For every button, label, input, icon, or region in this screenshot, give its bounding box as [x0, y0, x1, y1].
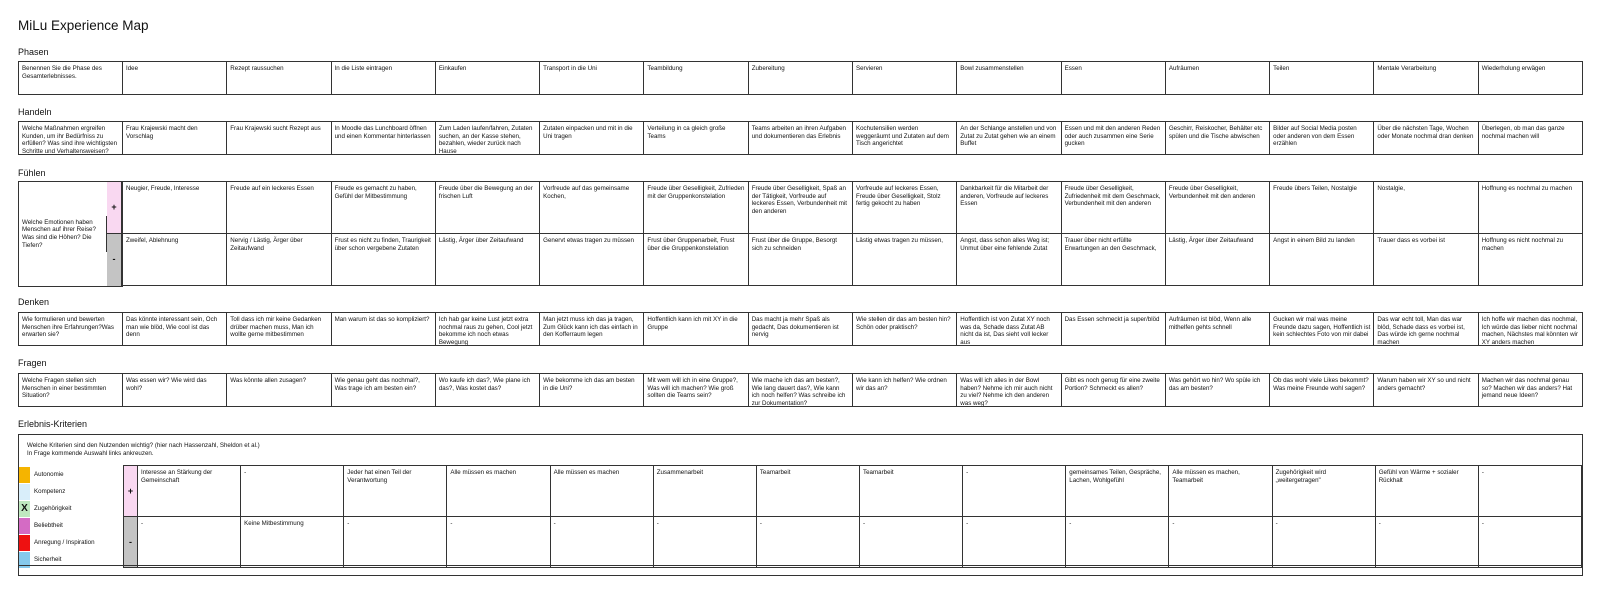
kriterien-minus-cell: - [1479, 517, 1582, 568]
fuehlen-minus-cell: Trauer dass es vorbei ist [1374, 234, 1478, 286]
denken-cell: Wie stellen dir das am besten hin? Schön oder praktisch? [853, 313, 957, 346]
denken-cell: Ich hab gar keine Lust jetzt extra nochmal raus zu gehen, Cool jetzt bekomme ich noch etwas Bewegung [436, 313, 540, 346]
fuehlen-minus-cell: Angst, dass schon alles Weg ist; Unmut über eine fehlende Zutat [957, 234, 1061, 286]
kriterien-minus-cell: - [654, 517, 757, 568]
denken-cell: Man warum ist das so kompliziert? [332, 313, 436, 346]
handeln-cell: Geschirr, Reiskocher, Behälter etc spülen und die Tische abwischen [1166, 122, 1270, 155]
table-denken [18, 312, 1583, 346]
handeln-question: Welche Maßnahmen ergreifen Kunden, um ihr Bedürfniss zu erfüllen? Was sind ihre wichtigsten Schritte und Verhaltensweisen? [19, 122, 123, 155]
legend-checkbox[interactable] [19, 467, 30, 483]
kriterien-minus-cell: - [963, 517, 1066, 568]
table-phasen [18, 61, 1583, 95]
fuehlen-minus-cell: Lästig, Ärger über Zeitaufwand [436, 234, 540, 286]
fragen-cell: Was gehört wo hin? Wo spüle ich das am besten? [1166, 374, 1270, 407]
minus-sign: - [123, 517, 138, 568]
fragen-cell: Wie bekomme ich das am besten in die Uni? [540, 374, 644, 407]
fuehlen-plus-cell: Freude es gemacht zu haben, Gefühl der Mitbestimmung [332, 182, 436, 234]
kriterien-plus-cell: Alle müssen es machen, Teamarbeit [1169, 466, 1272, 517]
kriterien-plus-row [138, 466, 1582, 517]
handeln-cell: Bilder auf Social Media posten oder anderen von dem Essen erzählen [1270, 122, 1374, 155]
handeln-cell: Überlegen, ob man das ganze nochmal machen will [1479, 122, 1583, 155]
plus-sign: + [107, 182, 122, 234]
kriterien-minus-cell: - [860, 517, 963, 568]
kriterien-minus-cell: - [447, 517, 550, 568]
kriterien-minus-cell: - [551, 517, 654, 568]
fuehlen-minus-cell: Trauer über nicht erfüllte Erwartungen an den Geschmack, [1062, 234, 1166, 286]
kriterien-plus-cell: Interesse an Stärkung der Gemeinschaft [138, 466, 241, 517]
fragen-question: Welche Fragen stellen sich Menschen in einer bestimmten Situation? [19, 374, 123, 407]
phasen-cell: Transport in die Uni [540, 62, 644, 95]
fuehlen-minus-cell: Nervig / Lästig, Ärger über Zeitaufwand [227, 234, 331, 286]
section-heading-kriterien: Erlebnis-Kriterien [18, 419, 88, 429]
fragen-cell: Gibt es noch genug für eine zweite Portion? Schmeckt es allen? [1062, 374, 1166, 407]
kriterien-grid [123, 465, 1582, 568]
fuehlen-plus-cell: Hoffnung es nochmal zu machen [1479, 182, 1583, 234]
handeln-cell: Teams arbeiten an ihren Aufgaben und dokumentieren das Erlebnis [749, 122, 853, 155]
fuehlen-minus-cell: Angst in einem Bild zu landen [1270, 234, 1374, 286]
phasen-cell: Zubereitung [749, 62, 853, 95]
fuehlen-minus-cell: Frust über Gruppenarbeit, Frust über die Gruppenkonstelation [644, 234, 748, 286]
phasen-cell: Aufräumen [1166, 62, 1270, 95]
handeln-cell: Frau Krajewski macht den Vorschlag [123, 122, 227, 155]
fragen-cell: Wie genau geht das nochmal?, Was trage ich am besten ein? [332, 374, 436, 407]
denken-cell: Das könnte interessant sein, Och man wie blöd, Wie cool ist das denn [123, 313, 227, 346]
denken-question: Wie formulieren und bewerten Menschen ihre Erfahrungen?Was erwarten sie? [19, 313, 123, 346]
handeln-cell: Frau Krajewski sucht Rezept aus [227, 122, 331, 155]
fuehlen-plus-cell: Vorfreude auf leckeres Essen, Freude über Geselligkeit, Stolz fertig gekocht zu haben [853, 182, 957, 234]
fuehlen-plus-cell: Dankbarkeit für die Mitarbeit der anderen, Vorfreude auf leckeres Essen [957, 182, 1061, 234]
fragen-cell: Was könnte allen zusagen? [227, 374, 331, 407]
kriterien-box [18, 434, 1583, 576]
kriterien-footer [19, 565, 1582, 575]
fragen-cell: Mit wem will ich in eine Gruppe?, Was will ich machen? Wie groß sollten die Teams sein? [644, 374, 748, 407]
fuehlen-plus-cell: Nostalgie, [1374, 182, 1478, 234]
fragen-cell: Was essen wir? Wie wird das wohl? [123, 374, 227, 407]
fuehlen-plus-cell: Neugier, Freude, Interesse [123, 182, 227, 234]
fuehlen-question: Welche Emotionen haben Menschen auf ihrer Reise? Was sind die Höhen? Die Tiefen? [19, 216, 107, 252]
minus-sign: - [107, 234, 122, 286]
section-heading-denken: Denken [18, 297, 50, 307]
legend-label: Beliebtheit [34, 522, 63, 529]
handeln-cell: Kochutensilien werden weggeräumt und Zutaten auf dem Tisch angerichtet [853, 122, 957, 155]
kriterien-plus-cell: Jeder hat einen Teil der Verantwortung [344, 466, 447, 517]
handeln-cell: Essen und mit den anderen Reden oder auch zusammen eine Serie gucken [1062, 122, 1166, 155]
kriterien-intro [27, 442, 260, 457]
section-heading-handeln: Handeln [18, 107, 52, 117]
denken-cell: Das war echt toll, Man das war blöd, Schade dass es vorbei ist, Das würde ich gerne nochmal machen [1374, 313, 1478, 346]
kriterien-minus-cell: - [757, 517, 860, 568]
legend-item [19, 483, 123, 500]
table-fuehlen [18, 181, 1583, 287]
fuehlen-plus-cell: Freude über die Bewegung an der frischen Luft [436, 182, 540, 234]
kriterien-plus-cell: Alle müssen es machen [551, 466, 654, 517]
denken-cell: Gucken wir mal was meine Freunde dazu sagen, Hoffentlich ist kein schlechtes Foto von mir dabei [1270, 313, 1374, 346]
fragen-cell: Machen wir das nochmal genau so? Machen wir das anders? Hat jemand neue Ideen? [1479, 374, 1583, 407]
kriterien-plus-cell: Teamarbeit [757, 466, 860, 517]
kriterien-minus-cell: - [1273, 517, 1376, 568]
denken-cell: Ich hoffe wir machen das nochmal, Ich würde das lieber nicht nochmal machen, Nächstes mal könnten wir XY anders machen [1479, 313, 1583, 346]
table-fragen [18, 373, 1583, 407]
phasen-cell: Essen [1062, 62, 1166, 95]
fuehlen-plus-cell: Freude über Geselligkeit, Zufrieden mit der Gruppenkonstelation [644, 182, 748, 234]
fuehlen-minus-row [123, 234, 1583, 286]
phasen-cell: Wiederholung erwägen [1479, 62, 1583, 95]
denken-cell: Das macht ja mehr Spaß als gedacht, Das dokumentieren ist nervig [749, 313, 853, 346]
kriterien-intro-line2: In Frage kommende Auswahl links ankreuzen. [27, 449, 154, 457]
legend-checkbox[interactable] [19, 518, 30, 534]
phasen-cell: Servieren [853, 62, 957, 95]
legend-label: Anregung / Inspiration [34, 539, 95, 546]
legend-label: Autonomie [34, 471, 64, 478]
table-handeln [18, 121, 1583, 155]
kriterien-minus-cell: Keine Mitbestimmung [241, 517, 344, 568]
phasen-cell: Teilen [1270, 62, 1374, 95]
phasen-cell: In die Liste eintragen [332, 62, 436, 95]
fuehlen-minus-cell: Zweifel, Ablehnung [123, 234, 227, 286]
fuehlen-plus-cell: Vorfreude auf das gemeinsame Kochen, [540, 182, 644, 234]
fuehlen-plus-cell: Freude übers Teilen, Nostalgie [1270, 182, 1374, 234]
fragen-cell: Ob das wohl viele Likes bekommt? Was meine Freunde wohl sagen? [1270, 374, 1374, 407]
legend-item [19, 517, 123, 534]
fuehlen-plus-cell: Freude auf ein leckeres Essen [227, 182, 331, 234]
kriterien-minus-cell: - [1066, 517, 1169, 568]
phasen-cell: Idee [123, 62, 227, 95]
legend-item [19, 534, 123, 551]
fuehlen-minus-cell: Lästig etwas tragen zu müssen, [853, 234, 957, 286]
legend-checkbox[interactable] [19, 484, 30, 500]
denken-cell: Toll dass ich mir keine Gedanken drüber machen muss, Man ich wollte gerne mitbestimmen [227, 313, 331, 346]
phasen-cell: Teambildung [644, 62, 748, 95]
handeln-cell: An der Schlange anstellen und von Zutat zu Zutat gehen wie an einem Buffet [957, 122, 1061, 155]
legend-label: Kompetenz [34, 488, 66, 495]
phasen-question: Benennen Sie die Phase des Gesamterlebnisses. [19, 62, 123, 95]
denken-cell: Hoffentlich kann ich mit XY in die Gruppe [644, 313, 748, 346]
kriterien-plus-cell: gemeinsames Teilen, Gespräche, Lachen, Wohlgefühl [1066, 466, 1169, 517]
fuehlen-minus-cell: Frust es nicht zu finden, Traurigkeit über schon vergebene Zutaten [332, 234, 436, 286]
kriterien-minus-cell: - [138, 517, 241, 568]
handeln-cell: Verteilung in ca gleich große Teams [644, 122, 748, 155]
kriterien-minus-cell: - [344, 517, 447, 568]
kriterien-plus-cell: - [241, 466, 344, 517]
section-heading-fuehlen: Fühlen [18, 168, 46, 178]
legend-label: Sicherheit [34, 556, 62, 563]
phasen-cell: Einkaufen [436, 62, 540, 95]
fuehlen-minus-cell: Lästig, Ärger über Zeitaufwand [1166, 234, 1270, 286]
phasen-cell: Rezept raussuchen [227, 62, 331, 95]
kriterien-minus-cell: - [1169, 517, 1272, 568]
legend-item [19, 500, 123, 517]
kriterien-plus-cell: Zugehörigkeit wird „weitergetragen" [1273, 466, 1376, 517]
kriterien-plus-cell: - [1479, 466, 1582, 517]
fuehlen-minus-cell: Hoffnung es nicht nochmal zu machen [1479, 234, 1583, 286]
plus-sign: + [123, 466, 138, 517]
legend-item [19, 466, 123, 483]
kriterien-minus-cell: - [1376, 517, 1479, 568]
denken-cell: Aufräumen ist blöd, Wenn alle mithelfen gehts schnell [1166, 313, 1270, 346]
phasen-cell: Mentale Verarbeitung [1374, 62, 1478, 95]
legend-checkbox[interactable]: X [19, 501, 30, 517]
fuehlen-minus-cell: Genervt etwas tragen zu müssen [540, 234, 644, 286]
kriterien-plus-cell: Teamarbeit [860, 466, 963, 517]
fragen-cell: Wo kaufe ich das?, Wie plane ich das?, Was kostet das? [436, 374, 540, 407]
fuehlen-minus-cell: Frust über die Gruppe, Besorgt sich zu schneiden [749, 234, 853, 286]
kriterien-plus-cell: Gefühl von Wärme + sozialer Rückhalt [1376, 466, 1479, 517]
kriterien-plus-cell: Zusammenarbeit [654, 466, 757, 517]
legend-label: Zugehörigkeit [34, 505, 72, 512]
denken-cell: Das Essen schmeckt ja super/blöd [1062, 313, 1166, 346]
fuehlen-plus-cell: Freude über Geselligkeit, Verbundenheit mit den anderen [1166, 182, 1270, 234]
handeln-cell: In Moodle das Lunchboard öffnen und einen Kommentar hinterlassen [332, 122, 436, 155]
denken-cell: Man jetzt muss ich das ja tragen, Zum Glück kann ich das einfach in den Kofferraum legen [540, 313, 644, 346]
kriterien-intro-line1: Welche Kriterien sind den Nutzenden wichtig? (hier nach Hassenzahl, Sheldon et al.) [27, 442, 260, 449]
kriterien-plus-cell: Alle müssen es machen [447, 466, 550, 517]
kriterien-minus-row [138, 517, 1582, 568]
section-heading-fragen: Fragen [18, 358, 47, 368]
handeln-cell: Zum Laden laufen/fahren, Zutaten suchen, an der Kasse stehen, bezahlen, wieder zurück nach Hause [436, 122, 540, 155]
fragen-cell: Wie mache ich das am besten?, Wie lang dauert das?, Wie kann ich noch helfen? Was schreibe ich zur Dokumentation? [749, 374, 853, 407]
fragen-cell: Warum haben wir XY so und nicht anders gemacht? [1374, 374, 1478, 407]
fuehlen-plus-cell: Freude über Geselligkeit, Zufriedenheit mit dem Geschmack, Verbundenheit mit den anderen [1062, 182, 1166, 234]
fragen-cell: Wie kann ich helfen? Wie ordnen wir das an? [853, 374, 957, 407]
kriterien-legend [19, 466, 123, 568]
denken-cell: Hoffentlich ist von Zutat XY noch was da, Schade dass Zutat AB nicht da ist, Das sieht voll lecker aus [957, 313, 1061, 346]
fuehlen-plus-cell: Freude über Geselligkeit, Spaß an der Tätigkeit, Vorfreude auf leckeres Essen, Verbundenheit mit den anderen [749, 182, 853, 234]
fragen-cell: Was will ich alles in der Bowl haben? Nehme ich mir auch nicht zu viel? Nehme ich den anderen was weg? [957, 374, 1061, 407]
kriterien-plus-cell: - [963, 466, 1066, 517]
phasen-cell: Bowl zusammenstellen [957, 62, 1061, 95]
handeln-cell: Über die nächsten Tage, Wochen oder Monate nochmal dran denken [1374, 122, 1478, 155]
section-heading-phasen: Phasen [18, 47, 49, 57]
fuehlen-plus-row [123, 182, 1583, 234]
legend-checkbox[interactable] [19, 535, 30, 551]
page-title: MiLu Experience Map [18, 18, 149, 33]
handeln-cell: Zutaten einpacken und mit in die Uni tragen [540, 122, 644, 155]
